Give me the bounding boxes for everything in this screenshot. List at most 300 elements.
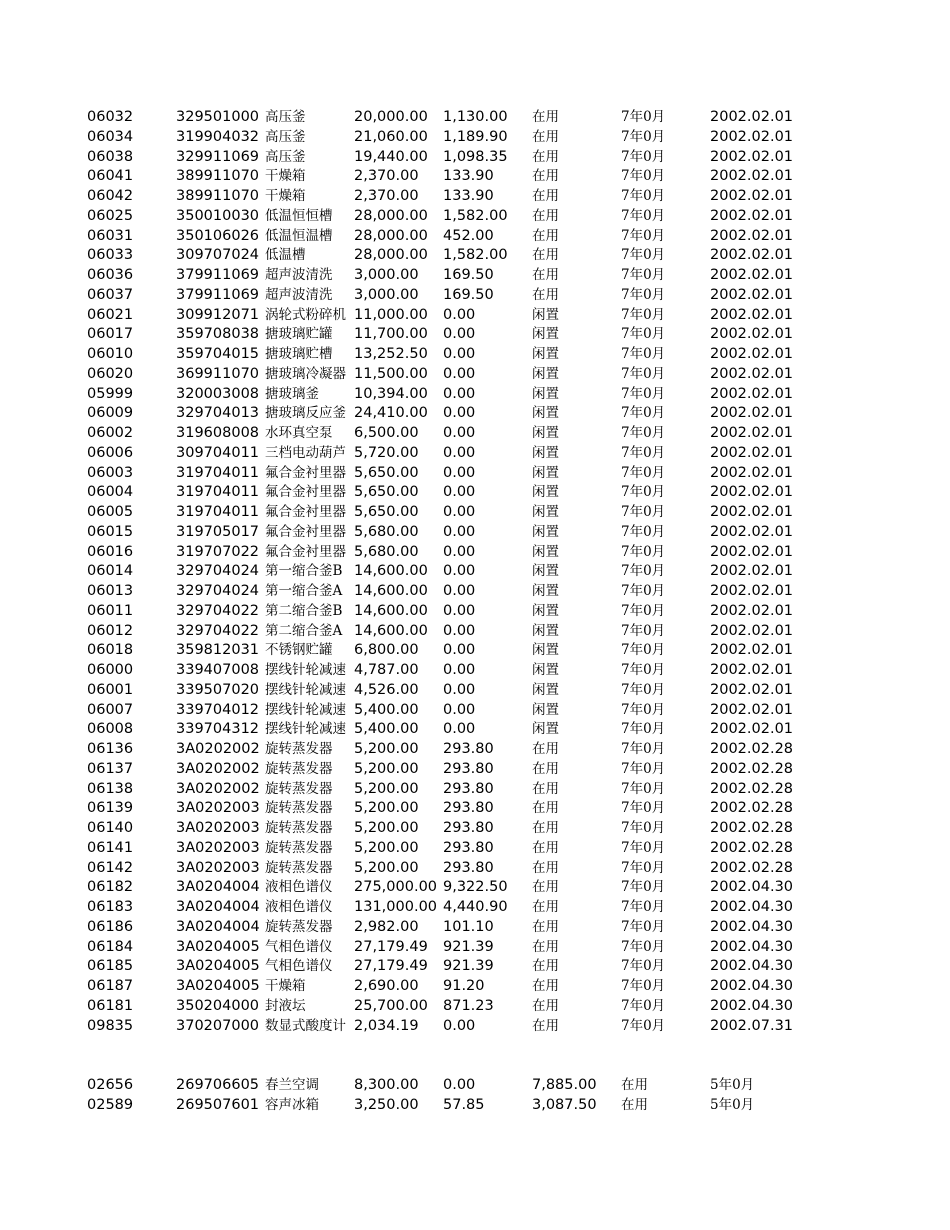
cell-useful-life: 7年0月: [621, 899, 666, 915]
cell-original-value: 275,000.00: [354, 879, 438, 896]
cell-depreciation: 293.80: [443, 780, 494, 797]
cell-asset-code: 06008: [87, 721, 134, 738]
cell-asset-code: 06182: [87, 879, 134, 896]
cell-asset-code: 06006: [87, 444, 134, 461]
cell-start-date: 2002.02.01: [710, 306, 794, 323]
cell-asset-code: 06000: [87, 662, 134, 678]
cell-depreciation: 0.00: [443, 681, 476, 698]
cell-start-date: 2002.02.01: [710, 227, 794, 244]
cell-start-date: 2002.02.01: [710, 168, 794, 185]
cell-asset-name: 旋转蒸发器: [265, 760, 333, 777]
cell-asset-number: 269706605: [176, 1076, 260, 1093]
cell-asset-number: 3A0204004: [176, 918, 260, 935]
cell-original-value: 28,000.00: [354, 227, 428, 244]
cell-start-date: 2002.02.01: [710, 148, 794, 165]
cell-status: 在用: [532, 267, 559, 283]
cell-original-value: 2,034.19: [354, 1017, 419, 1034]
table-row: [0, 957, 950, 977]
cell-status: 在用: [532, 227, 559, 244]
cell-useful-life: 7年0月: [621, 148, 666, 165]
cell-start-date: 2002.02.01: [710, 563, 794, 580]
cell-asset-code: 06009: [87, 405, 134, 422]
cell-useful-life: 7年0月: [621, 464, 666, 481]
cell-status: 闲置: [532, 721, 559, 738]
cell-asset-name: 数显式酸度计: [265, 1017, 346, 1034]
cell-asset-name: 三档电动葫芦: [265, 444, 346, 461]
cell-status: 在用: [532, 918, 559, 935]
table-row: [0, 187, 950, 207]
table-row: [0, 977, 950, 997]
cell-status: 闲置: [532, 523, 559, 540]
cell-asset-number: 359708038: [176, 326, 260, 343]
table-row: [0, 760, 950, 780]
cell-asset-name: 高压釜: [265, 109, 306, 125]
cell-start-date: 2002.02.28: [710, 760, 794, 777]
cell-asset-code: 06181: [87, 997, 134, 1014]
table-row: [0, 740, 950, 760]
table-row: [0, 424, 950, 444]
cell-original-value: 20,000.00: [354, 109, 428, 125]
cell-useful-life: 7年0月: [621, 365, 666, 382]
cell-asset-code: 06001: [87, 681, 134, 698]
cell-status: 闲置: [532, 504, 559, 520]
table-row: [0, 246, 950, 266]
cell-asset-number: 319707022: [176, 543, 260, 560]
cell-asset-number: 339704312: [176, 721, 260, 738]
cell-asset-name: 高压釜: [265, 148, 306, 165]
table-row: [0, 167, 950, 187]
cell-status: 在用: [532, 938, 559, 955]
cell-asset-number: 319704011: [176, 484, 260, 501]
cell-depreciation: 0.00: [443, 444, 476, 461]
table-row: [0, 306, 950, 326]
cell-start-date: 2002.02.01: [710, 286, 794, 303]
cell-asset-number: 339407008: [176, 662, 260, 678]
cell-start-date: 2002.04.30: [710, 918, 794, 935]
cell-depreciation: 293.80: [443, 760, 494, 777]
cell-asset-name: 低温恒温槽: [265, 227, 333, 244]
cell-depreciation: 0.00: [443, 326, 476, 343]
cell-asset-code: 06036: [87, 267, 134, 283]
cell-asset-code: 06015: [87, 523, 134, 540]
cell-start-date: 2002.02.01: [710, 721, 794, 738]
cell-status: 闲置: [532, 405, 559, 422]
cell-asset-code: 06013: [87, 583, 134, 599]
cell-asset-name: 氟合金衬里器: [265, 523, 346, 540]
cell-asset-name: 液相色谱仪: [265, 899, 333, 915]
cell-original-value: 5,200.00: [354, 760, 419, 777]
cell-depreciation: 133.90: [443, 188, 494, 204]
cell-status: 在用: [532, 760, 559, 777]
cell-status: 在用: [532, 899, 559, 915]
table-row: [0, 207, 950, 227]
cell-useful-life: 7年0月: [621, 662, 666, 678]
table-row: [0, 483, 950, 503]
cell-start-date: 2002.02.01: [710, 425, 794, 441]
cell-asset-code: 06003: [87, 464, 134, 481]
cell-start-date: 2002.02.01: [710, 346, 794, 362]
cell-start-date: 2002.02.01: [710, 405, 794, 422]
cell-depreciation: 133.90: [443, 168, 494, 185]
cell-asset-number: 319704011: [176, 464, 260, 481]
cell-useful-life: 7年0月: [621, 978, 666, 994]
cell-start-date: 2002.02.01: [710, 188, 794, 204]
cell-asset-code: 06042: [87, 188, 134, 204]
table-row: [0, 503, 950, 523]
cell-original-value: 2,690.00: [354, 978, 419, 994]
cell-useful-life: 7年0月: [621, 997, 666, 1014]
cell-asset-number: 350204000: [176, 997, 260, 1014]
cell-asset-number: 3A0204004: [176, 899, 260, 915]
cell-useful-life: 7年0月: [621, 800, 666, 817]
cell-start-date: 2002.02.01: [710, 484, 794, 501]
cell-depreciation: 0.00: [443, 622, 476, 639]
cell-status: 闲置: [532, 346, 559, 362]
cell-start-date: 2002.02.28: [710, 820, 794, 836]
cell-status: 在用: [532, 800, 559, 817]
spreadsheet: [0, 108, 950, 1115]
cell-useful-life: 7年0月: [621, 247, 666, 264]
table-row: [0, 562, 950, 582]
cell-asset-name: 旋转蒸发器: [265, 780, 333, 797]
cell-asset-number: 339507020: [176, 681, 260, 698]
cell-status: 闲置: [532, 385, 559, 402]
table-row: [0, 582, 950, 602]
cell-status: 在用: [532, 741, 559, 757]
cell-asset-name: 旋转蒸发器: [265, 839, 333, 856]
cell-original-value: 6,800.00: [354, 642, 419, 659]
cell-asset-name: 摆线针轮减速: [265, 721, 346, 738]
cell-start-date: 2002.02.01: [710, 109, 794, 125]
cell-asset-code: 06020: [87, 365, 134, 382]
cell-depreciation: 0.00: [443, 1017, 476, 1034]
cell-asset-code: 06007: [87, 701, 134, 718]
cell-asset-number: 3A0202002: [176, 780, 260, 797]
cell-asset-code: 06142: [87, 859, 134, 876]
cell-asset-name: 第一缩合釜A: [265, 583, 343, 599]
table-row: [0, 444, 950, 464]
cell-asset-code: 06186: [87, 918, 134, 935]
cell-asset-number: 370207000: [176, 1017, 260, 1034]
cell-asset-code: 06004: [87, 484, 134, 501]
cell-depreciation: 0.00: [443, 425, 476, 441]
cell-original-value: 131,000.00: [354, 899, 438, 915]
table-row: [0, 404, 950, 424]
cell-depreciation: 0.00: [443, 504, 476, 520]
cell-original-value: 4,787.00: [354, 662, 419, 678]
cell-net-value: 7,885.00: [532, 1076, 597, 1093]
cell-asset-number: 3A0204005: [176, 938, 260, 955]
cell-asset-number: 359704015: [176, 346, 260, 362]
cell-depreciation: 0.00: [443, 306, 476, 323]
table-row: [0, 385, 950, 405]
cell-original-value: 14,600.00: [354, 602, 428, 619]
cell-depreciation: 0.00: [443, 1076, 476, 1093]
cell-original-value: 3,250.00: [354, 1096, 419, 1113]
cell-depreciation: 169.50: [443, 267, 494, 283]
cell-asset-name: 摆线针轮减速: [265, 701, 346, 718]
cell-original-value: 5,200.00: [354, 741, 419, 757]
cell-start-date: 2002.02.28: [710, 741, 794, 757]
cell-original-value: 5,200.00: [354, 859, 419, 876]
cell-asset-code: 06041: [87, 168, 134, 185]
cell-original-value: 27,179.49: [354, 938, 428, 955]
cell-useful-life: 7年0月: [621, 207, 666, 224]
table-row: [0, 345, 950, 365]
cell-start-date: 2002.02.01: [710, 642, 794, 659]
cell-depreciation: 0.00: [443, 721, 476, 738]
cell-status: 闲置: [532, 326, 559, 343]
cell-original-value: 14,600.00: [354, 622, 428, 639]
cell-depreciation: 293.80: [443, 839, 494, 856]
cell-asset-name: 容声冰箱: [265, 1096, 319, 1113]
cell-status: 在用: [532, 109, 559, 125]
cell-useful-life: 7年0月: [621, 622, 666, 639]
cell-useful-life: 7年0月: [621, 642, 666, 659]
cell-asset-name: 第一缩合釜B: [265, 563, 343, 580]
cell-status: 闲置: [532, 425, 559, 441]
cell-asset-number: 319705017: [176, 523, 260, 540]
cell-asset-name: 涡轮式粉碎机: [265, 306, 346, 323]
cell-asset-name: 氟合金衬里器: [265, 504, 346, 520]
cell-depreciation: 293.80: [443, 859, 494, 876]
cell-asset-number: 3A0202003: [176, 800, 260, 817]
cell-start-date: 2002.02.28: [710, 839, 794, 856]
cell-original-value: 4,526.00: [354, 681, 419, 698]
cell-original-value: 5,650.00: [354, 484, 419, 501]
cell-asset-code: 06139: [87, 800, 134, 817]
asset-table-secondary: [0, 1076, 950, 1116]
cell-start-date: 2002.02.28: [710, 780, 794, 797]
cell-original-value: 3,000.00: [354, 267, 419, 283]
cell-original-value: 14,600.00: [354, 563, 428, 580]
cell-useful-life: 7年0月: [621, 444, 666, 461]
cell-status: 在用: [532, 188, 559, 204]
cell-asset-number: 319608008: [176, 425, 260, 441]
cell-original-value: 13,252.50: [354, 346, 428, 362]
cell-asset-number: 350010030: [176, 207, 260, 224]
cell-status: 在用: [532, 839, 559, 856]
table-row: [0, 1017, 950, 1037]
cell-asset-code: 06014: [87, 563, 134, 580]
cell-useful-life: 7年0月: [621, 701, 666, 718]
cell-start-date: 2002.02.01: [710, 543, 794, 560]
cell-original-value: 5,200.00: [354, 780, 419, 797]
cell-status: 在用: [532, 1017, 559, 1034]
cell-asset-name: 春兰空调: [265, 1076, 319, 1093]
cell-status: 闲置: [532, 306, 559, 323]
cell-asset-name: 第二缩合釜B: [265, 602, 343, 619]
cell-status: 在用: [532, 879, 559, 896]
cell-original-value: 28,000.00: [354, 247, 428, 264]
cell-asset-name: 旋转蒸发器: [265, 859, 333, 876]
cell-asset-code: 06138: [87, 780, 134, 797]
cell-asset-number: 3A0202003: [176, 859, 260, 876]
cell-useful-life: 7年0月: [621, 721, 666, 738]
cell-asset-name: 摆线针轮减速: [265, 662, 346, 678]
cell-asset-number: 359812031: [176, 642, 260, 659]
cell-depreciation: 0.00: [443, 583, 476, 599]
cell-original-value: 11,700.00: [354, 326, 428, 343]
cell-status: 在用: [621, 1076, 648, 1093]
cell-start-date: 2002.02.01: [710, 504, 794, 520]
cell-useful-life: 7年0月: [621, 918, 666, 935]
table-row: [0, 720, 950, 740]
cell-asset-number: 3A0204005: [176, 958, 260, 975]
cell-original-value: 2,982.00: [354, 918, 419, 935]
cell-asset-code: 09835: [87, 1017, 134, 1034]
cell-status: 在用: [532, 997, 559, 1014]
cell-depreciation: 0.00: [443, 563, 476, 580]
cell-status: 闲置: [532, 622, 559, 639]
table-row: [0, 543, 950, 563]
cell-asset-number: 3A0202002: [176, 741, 260, 757]
cell-asset-number: 329501000: [176, 109, 260, 125]
cell-asset-name: 氟合金衬里器: [265, 543, 346, 560]
cell-original-value: 11,500.00: [354, 365, 428, 382]
cell-asset-number: 329704024: [176, 583, 260, 599]
cell-asset-number: 269507601: [176, 1096, 260, 1113]
cell-asset-number: 320003008: [176, 385, 260, 402]
cell-depreciation: 921.39: [443, 938, 494, 955]
cell-depreciation: 0.00: [443, 346, 476, 362]
cell-asset-code: 06031: [87, 227, 134, 244]
cell-status: 闲置: [532, 602, 559, 619]
table-row: [0, 227, 950, 247]
cell-original-value: 24,410.00: [354, 405, 428, 422]
cell-status: 在用: [532, 958, 559, 975]
cell-depreciation: 1,098.35: [443, 148, 508, 165]
cell-asset-code: 02656: [87, 1076, 134, 1093]
cell-useful-life: 7年0月: [621, 681, 666, 698]
cell-useful-life: 7年0月: [621, 286, 666, 303]
table-row: [0, 799, 950, 819]
cell-start-date: 2002.02.01: [710, 602, 794, 619]
cell-asset-code: 06136: [87, 741, 134, 757]
cell-asset-name: 高压釜: [265, 128, 306, 145]
cell-depreciation: 452.00: [443, 227, 494, 244]
cell-net-value: 3,087.50: [532, 1096, 597, 1113]
cell-start-date: 2002.02.01: [710, 622, 794, 639]
cell-useful-life: 7年0月: [621, 938, 666, 955]
cell-original-value: 14,600.00: [354, 583, 428, 599]
cell-start-date: 2002.04.30: [710, 938, 794, 955]
cell-asset-number: 3A0204005: [176, 978, 260, 994]
cell-start-date: 2002.04.30: [710, 879, 794, 896]
cell-asset-name: 气相色谱仪: [265, 958, 333, 975]
table-row: [0, 819, 950, 839]
cell-asset-number: 329704022: [176, 602, 260, 619]
cell-original-value: 28,000.00: [354, 207, 428, 224]
cell-asset-code: 06185: [87, 958, 134, 975]
cell-original-value: 19,440.00: [354, 148, 428, 165]
cell-asset-code: 06002: [87, 425, 134, 441]
cell-original-value: 5,200.00: [354, 800, 419, 817]
cell-asset-number: 309704011: [176, 444, 260, 461]
table-row: [0, 602, 950, 622]
cell-depreciation: 1,582.00: [443, 247, 508, 264]
cell-asset-number: 329704024: [176, 563, 260, 580]
table-row: [0, 839, 950, 859]
cell-depreciation: 101.10: [443, 918, 494, 935]
cell-original-value: 5,200.00: [354, 839, 419, 856]
cell-asset-name: 超声波清洗: [265, 267, 333, 283]
cell-asset-number: 3A0204004: [176, 879, 260, 896]
cell-asset-number: 339704012: [176, 701, 260, 718]
cell-asset-name: 封液坛: [265, 997, 306, 1014]
cell-useful-life: 5年0月: [710, 1096, 755, 1113]
cell-status: 在用: [532, 820, 559, 836]
cell-asset-number: 350106026: [176, 227, 260, 244]
cell-asset-code: 06033: [87, 247, 134, 264]
cell-asset-number: 329911069: [176, 148, 260, 165]
cell-status: 闲置: [532, 642, 559, 659]
cell-asset-name: 低温槽: [265, 247, 306, 264]
cell-useful-life: 7年0月: [621, 168, 666, 185]
table-row: [0, 286, 950, 306]
cell-useful-life: 7年0月: [621, 780, 666, 797]
cell-asset-number: 309912071: [176, 306, 260, 323]
cell-useful-life: 7年0月: [621, 385, 666, 402]
table-row: [0, 859, 950, 879]
cell-original-value: 27,179.49: [354, 958, 428, 975]
cell-useful-life: 7年0月: [621, 602, 666, 619]
cell-asset-number: 329704013: [176, 405, 260, 422]
cell-useful-life: 7年0月: [621, 1017, 666, 1034]
cell-asset-number: 379911069: [176, 286, 260, 303]
cell-start-date: 2002.02.28: [710, 859, 794, 876]
cell-useful-life: 7年0月: [621, 958, 666, 975]
cell-depreciation: 871.23: [443, 997, 494, 1014]
cell-depreciation: 0.00: [443, 385, 476, 402]
cell-asset-number: 3A0202002: [176, 760, 260, 777]
cell-asset-name: 氟合金衬里器: [265, 484, 346, 501]
cell-asset-code: 06037: [87, 286, 134, 303]
cell-status: 闲置: [532, 583, 559, 599]
cell-start-date: 2002.02.28: [710, 800, 794, 817]
cell-original-value: 5,400.00: [354, 721, 419, 738]
cell-start-date: 2002.02.01: [710, 365, 794, 382]
asset-table: [0, 108, 950, 1036]
cell-start-date: 2002.04.30: [710, 978, 794, 994]
cell-start-date: 2002.04.30: [710, 899, 794, 915]
cell-useful-life: 7年0月: [621, 543, 666, 560]
table-row: [0, 898, 950, 918]
cell-asset-code: 06005: [87, 504, 134, 520]
cell-asset-name: 不锈钢贮罐: [265, 642, 333, 659]
cell-useful-life: 7年0月: [621, 523, 666, 540]
cell-useful-life: 7年0月: [621, 425, 666, 441]
table-row: [0, 365, 950, 385]
cell-depreciation: 0.00: [443, 405, 476, 422]
cell-start-date: 2002.02.01: [710, 701, 794, 718]
cell-asset-name: 搪玻璃反应釜: [265, 405, 346, 422]
cell-start-date: 2002.02.01: [710, 523, 794, 540]
cell-depreciation: 4,440.90: [443, 899, 508, 915]
table-row: [0, 997, 950, 1017]
table-row: [0, 641, 950, 661]
cell-asset-number: 309707024: [176, 247, 260, 264]
cell-useful-life: 7年0月: [621, 563, 666, 580]
cell-start-date: 2002.02.01: [710, 247, 794, 264]
cell-useful-life: 7年0月: [621, 346, 666, 362]
cell-status: 在用: [532, 247, 559, 264]
cell-status: 闲置: [532, 681, 559, 698]
cell-asset-code: 06184: [87, 938, 134, 955]
table-row: [0, 622, 950, 642]
cell-useful-life: 7年0月: [621, 227, 666, 244]
cell-asset-code: 06017: [87, 326, 134, 343]
